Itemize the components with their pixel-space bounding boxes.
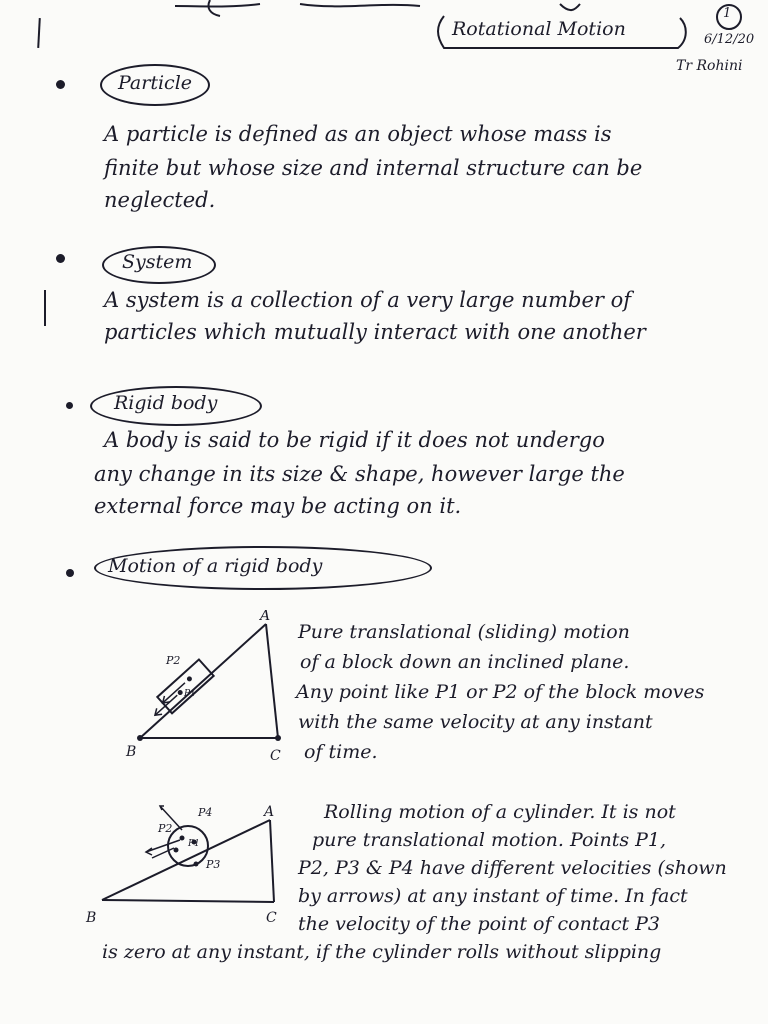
bullet	[66, 402, 73, 409]
fig1-caption-3: Any point like P1 or P2 of the block moves	[296, 681, 705, 703]
fig2-label-p1: P1	[188, 839, 200, 849]
bullet	[66, 569, 74, 577]
block	[147, 660, 214, 723]
fig1-label-p1: P1	[184, 689, 196, 699]
fig2-label-c: C	[266, 910, 277, 926]
fig2-caption-5: the velocity of the point of contact P3	[298, 913, 661, 935]
vertical-side	[270, 820, 274, 902]
date: 6/12/20	[704, 32, 755, 47]
fig2-caption-1: Rolling motion of a cylinder. It is not	[324, 801, 676, 823]
particle-line-3: neglected.	[104, 188, 216, 212]
fig1-caption-4: with the same velocity at any instant	[298, 711, 653, 733]
fig2-label-p3: P3	[206, 858, 221, 871]
incline-line	[102, 820, 270, 900]
fig2-caption-3: P2, P3 & P4 have different velocities (shown	[298, 857, 727, 879]
heading-system: System	[122, 251, 193, 273]
fig1-label-p2: P2	[166, 654, 181, 667]
figure-sliding-block	[120, 610, 300, 770]
rigid-body-line-1: A body is said to be rigid if it does not undergo	[104, 428, 605, 452]
rigid-body-line-2: any change in its size & shape, however large the	[94, 462, 625, 486]
fig2-label-b: B	[86, 910, 97, 926]
rigid-body-line-3: external force may be acting on it.	[94, 494, 462, 518]
vertical-side	[266, 624, 278, 738]
heading-particle: Particle	[118, 72, 193, 94]
fig1-label-c: C	[270, 748, 281, 764]
margin-line	[37, 18, 41, 48]
fig2-caption-6: is zero at any instant, if the cylinder rolls without slipping	[102, 941, 662, 963]
bullet	[56, 80, 65, 89]
particle-line-2: finite but whose size and internal structure can be	[104, 156, 643, 180]
heading-motion-rigid-body: Motion of a rigid body	[108, 555, 323, 577]
bullet	[56, 254, 65, 263]
system-line-1: A system is a collection of a very large number of	[104, 288, 632, 312]
author: Tr Rohini	[676, 58, 743, 74]
base-line	[102, 900, 274, 902]
system-line-2: particles which mutually interact with one another	[104, 320, 646, 344]
figure-rolling-cylinder	[84, 800, 294, 940]
incline-line	[140, 624, 266, 738]
heading-rigid-body: Rigid body	[114, 392, 218, 414]
margin-line	[44, 290, 46, 326]
fig1-label-b: B	[126, 744, 137, 760]
page-title: Rotational Motion	[452, 18, 626, 40]
page-number: 1	[723, 6, 732, 21]
fig2-caption-4: by arrows) at any instant of time. In fact	[298, 885, 688, 907]
fig2-caption-2: pure translational motion. Points P1,	[312, 829, 667, 851]
fig1-label-a: A	[260, 610, 271, 624]
fig2-label-p4: P4	[198, 806, 213, 819]
particle-line-1: A particle is defined as an object whose mass is	[104, 122, 612, 146]
fig1-caption-2: of a block down an inclined plane.	[300, 651, 630, 673]
fig2-label-p2: P2	[158, 822, 173, 835]
fig2-label-a: A	[264, 804, 275, 820]
fig1-caption-1: Pure translational (sliding) motion	[298, 621, 630, 643]
fig1-caption-5: of time.	[304, 741, 378, 763]
